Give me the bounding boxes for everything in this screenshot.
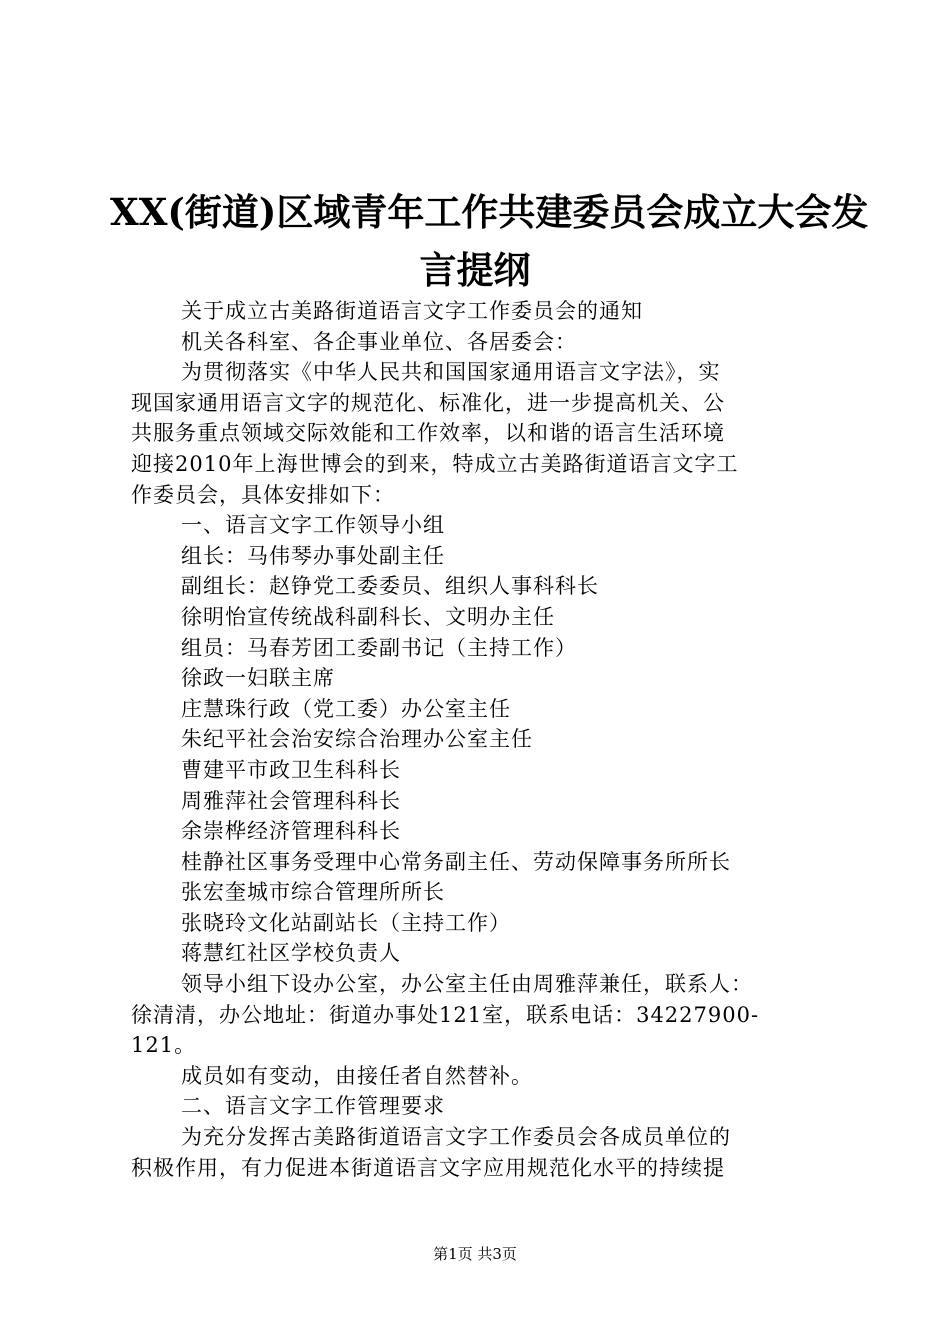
body-line: 组长：马伟琴办事处副主任 — [181, 543, 445, 568]
body-line: 曹建平市政卫生科科长 — [181, 757, 401, 782]
body-line: 周雅萍社会管理科科长 — [181, 788, 401, 813]
body-line: 朱纪平社会治安综合治理办公室主任 — [181, 727, 533, 752]
page-footer: 第1页 共3页 — [433, 1245, 517, 1263]
body-line: 关于成立古美路街道语言文字工作委员会的通知 — [181, 299, 643, 323]
body-line: 迎接2010年上海世博会的到来，特成立古美路街道语言文字工 — [131, 451, 739, 476]
body-line: 现国家通用语言文字的规范化、标准化，进一步提高机关、公 — [131, 390, 725, 415]
body-line: 庄慧珠行政（党工委）办公室主任 — [181, 696, 511, 721]
body-line: 成员如有变动，由接任者自然替补。 — [181, 1063, 533, 1088]
body-line: 蒋慧红社区学校负责人 — [181, 941, 401, 966]
body-line: 副组长：赵铮党工委委员、组织人事科科长 — [181, 574, 599, 599]
document-title-line-1: XX(街道)区域青年工作共建委员会成立大会发 — [110, 190, 869, 234]
body-line: 桂静社区事务受理中心常务副主任、劳动保障事务所所长 — [181, 849, 731, 874]
body-line: 积极作用，有力促进本街道语言文字应用规范化水平的持续提 — [131, 1155, 725, 1180]
body-line: 一、语言文字工作领导小组 — [181, 513, 445, 538]
body-line: 余崇桦经济管理科科长 — [181, 819, 401, 844]
body-line: 张宏奎城市综合管理所所长 — [181, 880, 445, 905]
body-line: 为贯彻落实《中华人民共和国国家通用语言文字法》，实 — [181, 360, 721, 385]
document-body — [131, 296, 835, 1183]
body-line: 作委员会，具体安排如下： — [131, 482, 395, 507]
body-line: 领导小组下设办公室，办公室主任由周雅萍兼任，联系人： — [181, 972, 753, 997]
body-line: 徐明怡宣传统战科副科长、文明办主任 — [181, 604, 555, 629]
body-line: 张晓玲文化站副站长（主持工作） — [181, 910, 511, 935]
body-line: 机关各科室、各企事业单位、各居委会： — [181, 329, 577, 354]
body-line: 组员：马春芳团工委副书记（主持工作） — [181, 635, 577, 660]
body-line: 二、语言文字工作管理要求 — [181, 1094, 445, 1119]
body-line: 徐政一妇联主席 — [181, 666, 335, 691]
document-title-line-2: 言提纲 — [419, 248, 531, 292]
body-line: 共服务重点领域交际效能和工作效率，以和谐的语言生活环境 — [131, 421, 725, 446]
body-line: 为充分发挥古美路街道语言文字工作委员会各成员单位的 — [181, 1125, 731, 1150]
body-line: 徐清清，办公地址：街道办事处121室，联系电话：34227900- — [131, 1002, 760, 1027]
body-line: 121。 — [131, 1033, 197, 1058]
